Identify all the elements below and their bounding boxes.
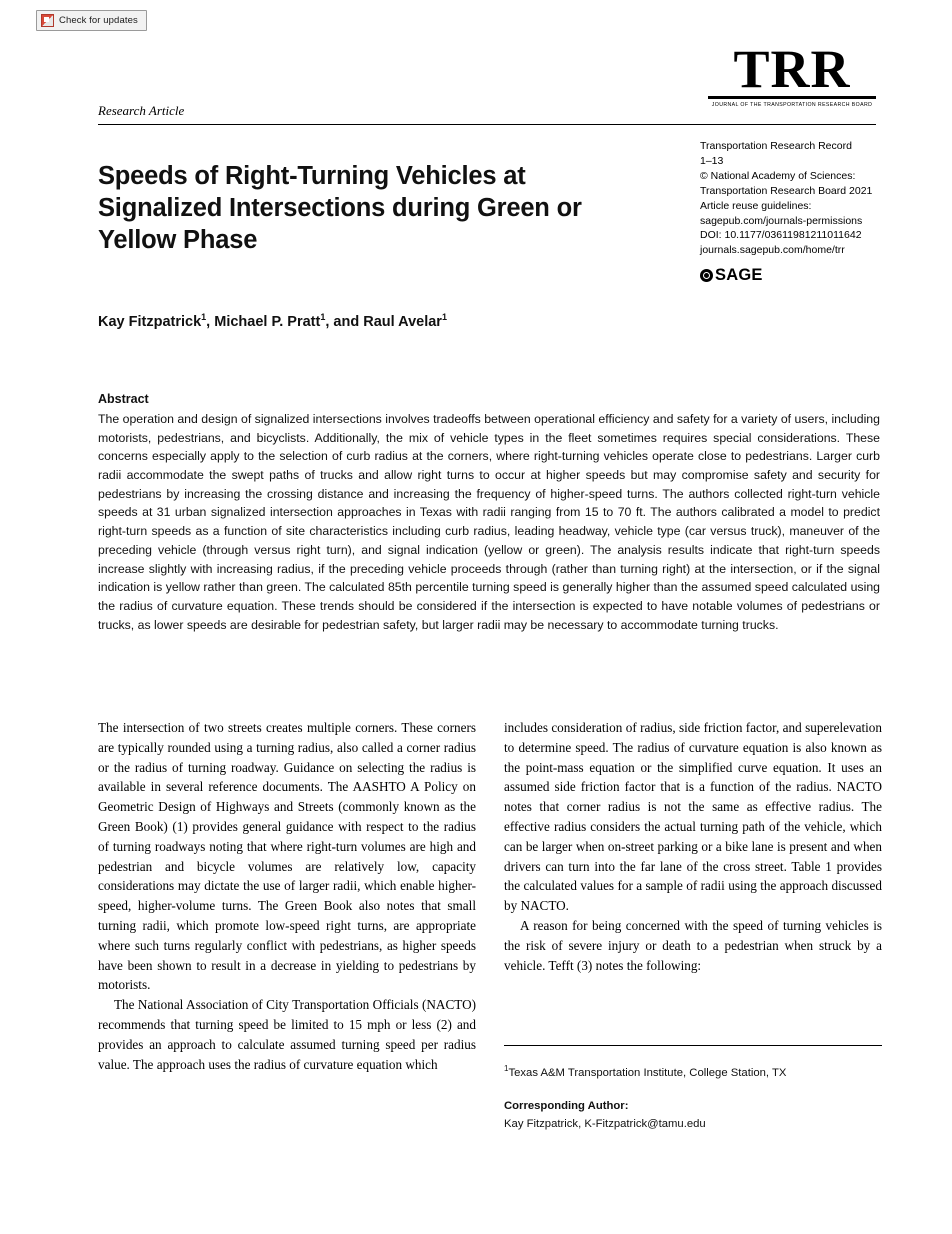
author-affiliation-marker: 1	[441, 312, 447, 322]
masthead-line: © National Academy of Sciences:	[700, 169, 856, 182]
author-affiliation	[504, 1063, 882, 1082]
masthead-permissions-link[interactable]: sagepub.com/journals-permissions	[700, 214, 863, 227]
sage-logo	[700, 264, 876, 287]
masthead-line: Article reuse guidelines:	[700, 199, 812, 212]
masthead-meta	[700, 139, 876, 288]
masthead-doi[interactable]: DOI: 10.1177/03611981211011642	[700, 229, 862, 242]
corresponding-author-contact: Kay Fitzpatrick, K-Fitzpatrick@tamu.edu	[504, 1118, 706, 1130]
body-column-left	[98, 718, 476, 1074]
journal-logo-subtitle: JOURNAL OF THE TRANSPORTATION RESEARCH BOARD	[711, 102, 873, 109]
paragraph: The National Association of City Transportation Officials (NACTO) recommends that turning speed be limited to 15 mph or less (2) and provides an approach to calculate assumed turning speed per radius value. The approach uses the radius of curvature equation which	[98, 997, 476, 1072]
affiliation-text: Texas A&M Transportation Institute, College Station, TX	[508, 1066, 787, 1079]
masthead-line: Transportation Research Board 2021	[700, 184, 873, 197]
page-title: Speeds of Right-Turning Vehicles at Signalized Intersections during Green or Yellow Phase	[98, 162, 582, 255]
header-divider	[98, 124, 876, 125]
author-separator: ,	[325, 313, 334, 330]
article-type-label: Research Article	[98, 103, 185, 118]
author-conjunction: and	[333, 313, 360, 330]
author-name: Kay Fitzpatrick	[98, 313, 202, 330]
paragraph: The intersection of two streets creates multiple corners. These corners are typically rounded using a turning radius, also called a corner radius or the radius of turning roadway. Guidance on selecting the radius is available in several reference documents. The AASHTO A Policy on Geometric Design of Highways and Streets (commonly known as the Green Book) (1) provides general guidance with respect to the radius of turning roadways noting that where right-turn volumes are high and pedestrian and bicycle volumes are relatively low, capacity considerations may dictate the use of larger radii, which enable higher-speed, higher-volume turns. The Green Book also notes that small turning radii, which promote low-speed right turns, are appropriate where such turns regularly conflict with pedestrians, as higher speeds have been shown to result in a decrease in yielding to pedestrians by motorists.	[98, 720, 476, 993]
paragraph: includes consideration of radius, side friction factor, and superelevation to determine speed. The radius of curvature equation is also known as the point-mass equation or the simplified curve equation. It uses an assumed side friction factor that is a function of the radius. NACTO notes that corner radius is not the same as effective radius. The effective radius considers the actual turning path of the vehicle, which can be larger when on-street parking or a bike lane is present and when drivers can turn into the far lane of the cross street. Table 1 provides the calculated values for a sample of radii using the approach discussed by NACTO.	[504, 720, 882, 914]
paragraph: A reason for being concerned with the speed of turning vehicles is the risk of severe injury or death to a pedestrian when struck by a vehicle. Tefft (3) notes the following:	[504, 917, 882, 973]
author-name: Raul Avelar	[363, 313, 442, 330]
author-affiliation-marker: 1	[320, 312, 326, 322]
affiliation-marker: 1	[504, 1064, 509, 1073]
crossmark-icon	[41, 14, 54, 27]
sage-circle-icon	[700, 269, 713, 282]
check-for-updates-label: Check for updates	[59, 15, 138, 26]
masthead-journal-link[interactable]: journals.sagepub.com/home/trr	[700, 244, 845, 257]
author-affiliation-marker: 1	[201, 312, 207, 322]
masthead-line: 1–13	[700, 154, 724, 167]
journal-logo-word: TRR	[733, 39, 851, 99]
author-name: Michael P. Pratt	[214, 313, 321, 330]
sage-logo-word: SAGE	[715, 266, 763, 285]
author-list	[98, 312, 798, 330]
abstract-heading: Abstract	[98, 392, 149, 406]
body-column-right	[504, 718, 882, 975]
masthead-line: Transportation Research Record	[700, 140, 852, 152]
check-for-updates-badge[interactable]	[36, 10, 147, 31]
footnote-divider	[504, 1045, 882, 1046]
corresponding-author-heading: Corresponding Author:	[504, 1100, 629, 1112]
abstract-text: The operation and design of signalized intersections involves tradeoffs between operational efficiency and safety for a variety of users, including motorists, pedestrians, and bicyclists. Additionally, the mix of vehicle types in the fleet sometimes requires special considerations. These concerns especially apply to the selection of curb radius at the corners, where right-turning vehicles operate close to pedestrians. Larger curb radii accommodate the swept paths of trucks and allow right turns to occur at higher speeds but may compromise safety and security for pedestrians by increasing the crossing distance and increasing the frequency of higher-speed turns. The authors collected right-turn vehicle speeds at 31 urban signalized intersection approaches in Texas with radii ranging from 15 to 70 ft. The authors calibrated a model to predict right-turn speeds as a function of site characteristics including curb radius, leading headway, vehicle type (car versus truck), maneuver of the preceding vehicle (through versus right turn), and signal indication (yellow or green). The analysis results indicate that right-turn speeds increase slightly with increasing radius, if the preceding vehicle proceeds through (rather than turning right) at the intersection, or if the signal indication is yellow rather than green. The calculated 85th percentile turning speed is generally higher than the assumed speed calculated using the radius of curvature equation. These trends should be considered if the intersection is expected to have notable volumes of pedestrians or trucks, as lower speeds are desirable for pedestrian safety, but larger radii may be necessary to accommodate turning trucks.	[98, 412, 880, 632]
author-separator: ,	[206, 313, 215, 330]
journal-logo	[708, 39, 876, 109]
